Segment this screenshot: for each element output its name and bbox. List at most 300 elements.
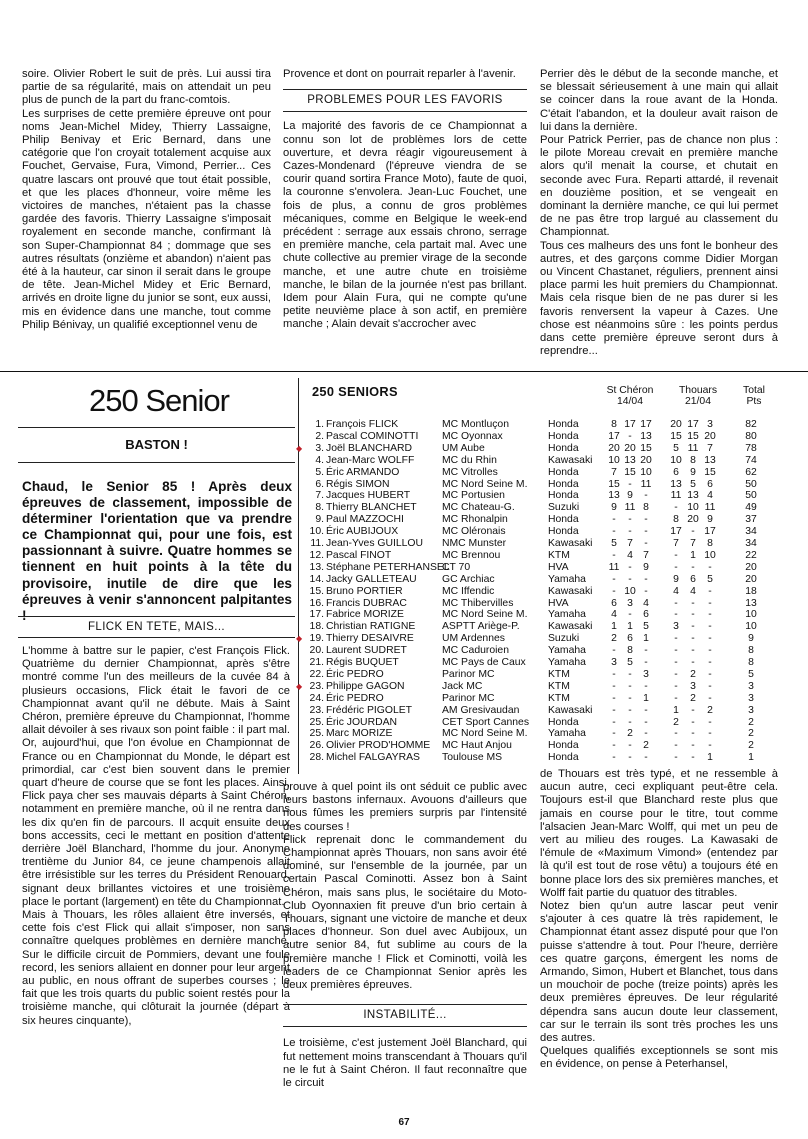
results-cell-r4: 2 [673, 716, 679, 728]
results-row [300, 490, 780, 502]
results-cell-r4: - [674, 752, 678, 764]
results-cell-r5: - [691, 716, 695, 728]
body-left-text: L'homme à battre sur le papier, c'est François Flick. Quatrième du dernier Championnat, après s'être montré comme l'un des meilleurs de la cuvée 84 à plusieurs occasions, Flick était le favori de ce Championnat avant qu'il ne débute. Mais à Saint Chéron, première épreuve du Championnat, l'homme allait dévoiler à ses rivaux son point faible : il part mal. Or, aujourd'hui, que l'on évolue en Championnat de France ou en Championnat du Monde, le départ est primordial, car c'est bien souvent dans le premier quart d'heure de course que se font les places. Ainsi, Flick paya cher ses mauvais départs à Saint Chéron, notamment en première manche, où il ne rentra dans les dix qu'en fin de parcours. Il acquit ensuite deux bons accessits, ceci le mettant en position d'attente derrière Joël Blanchard, l'homme du jour. Anonyme trentième du Junior 84, ce jeune champenois allait être irrésistible sur les terres du Président Renouard, signant deux brillantes victoires et une troisième place le portant (largement) en tête du Championnat. Mais à Thouars, les rôles allaient être inversés, et cette fois c'est Flick qui allait s'imposer, non sans connaître quelques problèmes en dernière manche. Sur le difficile circuit de Pommiers, devant une foule record, les seniors allaient en donner pour leur argent au public, en nous offrant de superbes courses ; le fait que les trois quarts du public soient restés pour la troisième manche, qui clôturait la journée (départ à six heures cinquante), [22, 645, 290, 1027]
results-cell-name: Stéphane PETERHANSEL [326, 561, 450, 573]
results-cell-bike: Honda [548, 716, 579, 728]
results-cell-rank: 1. [315, 419, 324, 430]
results-cell-bike: Yamaha [548, 645, 586, 657]
results-cell-r5: 17 [687, 419, 699, 430]
results-header-event1: St Chéron [606, 385, 654, 396]
results-cell-r1: - [612, 752, 616, 764]
results-cell-r4: - [674, 645, 678, 657]
results-cell-club: MC Iffendic [442, 585, 495, 597]
results-cell-bike: KTM [548, 692, 570, 704]
results-cell-r6: - [708, 633, 712, 645]
results-header-total: Total [743, 385, 765, 396]
results-cell-r1: 13 [608, 490, 620, 502]
results-cell-r2: - [628, 680, 632, 692]
results-cell-name: Régis BUQUET [326, 657, 399, 668]
results-cell-r5: - [691, 740, 695, 752]
results-cell-pts: 8 [748, 645, 754, 657]
results-cell-r4: - [674, 561, 678, 573]
results-cell-r6: 9 [707, 514, 713, 526]
results-row [300, 598, 780, 610]
section-title: 250 Senior [89, 383, 229, 418]
results-cell-r1: 4 [611, 609, 617, 621]
results-cell-r2: - [628, 573, 632, 585]
results-row [300, 574, 780, 586]
results-row [300, 669, 780, 681]
results-cell-r6: - [708, 657, 712, 668]
results-cell-pts: 78 [745, 442, 757, 454]
results-cell-r3: - [644, 657, 648, 668]
results-cell-r2: - [628, 668, 632, 680]
results-cell-r1: - [612, 514, 616, 526]
results-cell-r2: 8 [627, 645, 633, 657]
body-mid-text-2: Le troisième, c'est justement Joël Blanchard, qui fut nettement moins transcendant à Thouars qu'il ne le fut à Saint Chéron. Il faut reconnaître que le circuit [283, 1037, 527, 1090]
results-row [300, 562, 780, 574]
results-cell-r3: 4 [643, 597, 649, 609]
results-cell-r4: 9 [673, 573, 679, 585]
results-row [300, 467, 780, 479]
results-row [300, 705, 780, 717]
results-cell-r4: 15 [670, 430, 682, 442]
results-cell-r2: 3 [627, 597, 633, 609]
results-cell-club: MC Portusien [442, 490, 505, 502]
results-row [300, 728, 780, 740]
top-column-1 [22, 68, 271, 332]
results-cell-pts: 8 [748, 657, 754, 668]
results-cell-r1: 3 [611, 657, 617, 668]
results-cell-r2: 10 [624, 585, 636, 597]
results-cell-r6: 20 [704, 430, 716, 442]
results-cell-r2: 20 [624, 442, 636, 454]
results-cell-bike: Honda [548, 526, 579, 538]
results-cell-rank: 4. [315, 454, 324, 466]
results-cell-r5: 20 [687, 514, 699, 526]
results-cell-r3: 1 [643, 692, 649, 704]
top-column-2 [283, 68, 527, 332]
subhead-flick: FLICK EN TETE, MAIS... [18, 616, 295, 638]
results-cell-pts: 9 [748, 633, 754, 645]
results-cell-r3: 10 [640, 466, 652, 478]
results-cell-r1: 10 [608, 454, 620, 466]
results-cell-rank: 18. [309, 621, 324, 633]
results-cell-r2: - [628, 478, 632, 490]
results-row [296, 680, 780, 693]
results-cell-rank: 5. [315, 466, 324, 478]
heading-instabilite: INSTABILITÉ... [283, 1004, 527, 1027]
results-cell-r5: 8 [690, 454, 696, 466]
results-cell-r5: 7 [690, 538, 696, 549]
results-cell-rank: 25. [309, 716, 324, 728]
results-cell-name: Éric PEDRO [326, 668, 384, 680]
page-number: 67 [398, 1117, 410, 1128]
results-row [300, 693, 780, 705]
results-cell-rank: 20. [309, 645, 324, 657]
results-cell-r2: 11 [624, 502, 636, 514]
results-cell-bike: Yamaha [548, 657, 586, 668]
results-cell-r2: - [628, 752, 632, 764]
results-cell-name: Éric ARMANDO [326, 466, 400, 478]
results-cell-bike: Yamaha [548, 573, 586, 585]
results-cell-r6: - [708, 645, 712, 657]
results-cell-rank: 11. [310, 538, 324, 549]
results-cell-rank: 15. [309, 585, 324, 597]
results-cell-pts: 34 [745, 526, 757, 538]
results-cell-bike: Kawasaki [548, 538, 593, 549]
results-cell-r5: 3 [690, 680, 696, 692]
results-cell-r5: - [691, 609, 695, 621]
results-cell-name: Éric PEDRO [326, 692, 384, 704]
results-cell-name: Pascal FINOT [326, 549, 392, 561]
results-cell-r1: - [612, 645, 616, 657]
results-cell-r1: - [612, 526, 616, 538]
results-cell-bike: Kawasaki [548, 454, 593, 466]
results-cell-r3: 17 [640, 419, 652, 430]
results-cell-name: Bruno PORTIER [326, 585, 403, 597]
results-cell-r2: - [628, 704, 632, 716]
results-cell-rank: 14. [309, 573, 324, 585]
results-cell-bike: HVA [548, 597, 569, 609]
results-cell-pts: 2 [748, 740, 754, 752]
results-cell-r6: - [708, 597, 712, 609]
results-cell-pts: 2 [748, 716, 754, 728]
body-mid-text: prouve à quel point ils ont séduit ce public avec leurs bastons infernaux. Avouons d'ailleurs que nous fûmes les premiers surpris par l'intensité des courses ! Flick reprenait donc le commandement du Championnat après Thouars, non sans avoir été dominé, sur l'ensemble de la journée, par un certain Pascal Cominotti. Assez bon à Saint Chéron, mais sans plus, le sociétaire du Moto-Club Oyonnaxien fit preuve d'un brio certain à Thouars, signant une victoire de manche et deux places d'honneur. Son duel avec Aubijoux, un autre senior 84, fut sublime au cours de la première manche ! Flick et Cominotti, voilà les leaders de ce Championnat Senior après les deux premières épreuves. [283, 781, 527, 992]
results-cell-club: MC Nord Seine M. [442, 728, 528, 740]
results-cell-bike: Suzuki [548, 633, 580, 645]
results-cell-pts: 50 [745, 490, 757, 502]
body-left [22, 645, 290, 1028]
results-row [300, 609, 780, 621]
results-cell-bike: KTM [548, 549, 570, 561]
results-cell-r3: - [644, 573, 648, 585]
results-cell-bike: Honda [548, 466, 579, 478]
results-cell-rank: 9. [315, 514, 324, 526]
section-kicker: BASTON ! [18, 427, 295, 463]
results-cell-name: Francis DUBRAC [326, 597, 407, 609]
results-cell-club: GC Archiac [442, 573, 495, 585]
results-cell-r2: - [628, 740, 632, 752]
results-cell-club: MC Pays de Caux [442, 657, 526, 668]
results-cell-r2: 17 [624, 419, 636, 430]
results-cell-r2: 6 [627, 633, 633, 645]
results-cell-club: MC Nord Seine M. [442, 478, 528, 490]
results-cell-club: MC du Rhin [442, 454, 497, 466]
row-marker-icon: ◆ [296, 681, 303, 691]
results-cell-bike: Honda [548, 419, 579, 430]
results-cell-bike: Yamaha [548, 728, 586, 740]
results-cell-bike: KTM [548, 680, 570, 692]
results-cell-rank: 10. [309, 526, 324, 538]
results-cell-name: Olivier PROD'HOMME [326, 740, 431, 752]
results-row [300, 479, 780, 491]
results-cell-r3: 2 [643, 740, 649, 752]
results-cell-rank: 8. [315, 502, 324, 514]
results-cell-r6: 15 [704, 466, 716, 478]
results-cell-r1: - [612, 573, 616, 585]
results-cell-r2: 13 [624, 454, 636, 466]
results-cell-pts: 80 [745, 430, 757, 442]
results-cell-r4: - [674, 740, 678, 752]
results-cell-name: Éric JOURDAN [326, 716, 398, 728]
results-cell-pts: 62 [745, 466, 757, 478]
results-cell-r4: - [674, 597, 678, 609]
results-cell-rank: 23. [309, 680, 324, 692]
results-cell-r1: - [612, 585, 616, 597]
results-cell-r2: - [628, 716, 632, 728]
results-cell-name: Laurent SUDRET [326, 645, 407, 657]
results-cell-r1: 1 [611, 621, 617, 633]
results-cell-r5: 15 [687, 430, 699, 442]
results-cell-pts: 49 [745, 502, 757, 514]
results-header-date1: 14/04 [616, 396, 643, 407]
results-cell-r6: - [708, 692, 712, 704]
results-cell-r2: 9 [627, 490, 633, 502]
results-cell-r6: 3 [707, 419, 713, 430]
results-row [300, 740, 780, 752]
results-cell-r3: 11 [640, 478, 652, 490]
results-cell-r3: 15 [640, 442, 652, 454]
results-cell-r4: - [674, 692, 678, 704]
results-cell-r1: 11 [608, 561, 620, 573]
results-row [296, 633, 780, 645]
results-cell-r6: 1 [707, 752, 713, 764]
results-cell-r2: - [628, 430, 632, 442]
results-cell-r2: 7 [627, 538, 633, 549]
results-row [300, 431, 780, 443]
results-cell-club: MC Brennou [442, 549, 501, 561]
results-cell-rank: 7. [315, 490, 324, 502]
results-cell-r6: 7 [707, 442, 713, 454]
top-column-3-text: Perrier dès le début de la seconde manche, et se blessait sérieusement à une main qui allait se coincer dans la roue avant de la Honda. C'était l'abandon, et la douleur avait raison de lui dans la dernière. Pour Patrick Perrier, pas de chance non plus : le pilote Moreau crevait en première manche alors qu'il menait la course, et chutait en seconde avec Fura. Reparti attardé, il revenait en douzième position, et se vengeait en dominant la dernière manche, ce qui lui permet de ne pas être trop largué au classement du Championnat. Tous ces malheurs des uns font le bonheur des autres, et des garçons comme Didier Morgan ou Vincent Chastanet, réguliers, prennent ainsi place parmi les huit premiers du Championnat. Mais cela risque bien de ne pas durer si les favoris renversent la vapeur à Cazes. Une chose est néanmoins sûre : les points perdus dans cette première épreuve seront durs à reprendre... [540, 68, 778, 358]
results-cell-pts: 3 [748, 704, 754, 716]
results-cell-pts: 1 [748, 752, 754, 764]
results-row [300, 550, 780, 562]
results-cell-r5: - [691, 561, 695, 573]
results-cell-bike: KTM [548, 668, 570, 680]
results-cell-name: Jean-Marc WOLFF [326, 454, 415, 466]
results-row [300, 514, 780, 526]
top-column-2-intro: Provence et dont on pourrait reparler à l'avenir. [283, 68, 516, 80]
results-cell-r1: - [612, 668, 616, 680]
results-cell-r5: 13 [687, 490, 699, 502]
results-cell-bike: Kawasaki [548, 704, 593, 716]
results-cell-club: AM Gresivaudan [442, 704, 520, 716]
results-cell-r1: 9 [611, 502, 617, 514]
results-cell-r3: - [644, 704, 648, 716]
results-cell-r2: 2 [627, 728, 633, 740]
results-cell-bike: Honda [548, 442, 579, 454]
results-cell-r1: 20 [608, 442, 620, 454]
results-cell-r2: - [628, 609, 632, 621]
results-cell-club: Toulouse MS [442, 752, 503, 764]
results-cell-club: MC Vitrolles [442, 466, 498, 478]
results-cell-club: MC Nord Seine M. [442, 609, 528, 621]
results-cell-club: MC Oyonnax [442, 430, 503, 442]
results-cell-club: UM Ardennes [442, 633, 505, 645]
results-cell-r5: 10 [687, 502, 699, 514]
results-cell-r4: 1 [673, 704, 679, 716]
body-mid [283, 781, 527, 1090]
results-cell-pts: 37 [745, 514, 757, 526]
heading-problemes: PROBLEMES POUR LES FAVORIS [283, 89, 527, 112]
results-cell-r5: - [691, 752, 695, 764]
results-cell-bike: Yamaha [548, 609, 586, 621]
results-cell-name: Éric AUBIJOUX [326, 526, 399, 538]
results-cell-r3: - [644, 645, 648, 657]
results-cell-club: MC Caduroien [442, 645, 509, 657]
results-cell-name: Marc MORIZE [326, 728, 393, 740]
results-row [300, 526, 780, 538]
results-cell-r3: 8 [643, 502, 649, 514]
results-cell-pts: 20 [745, 561, 757, 573]
results-cell-r2: - [628, 561, 632, 573]
results-cell-r4: 5 [673, 442, 679, 454]
results-cell-r6: 13 [704, 454, 716, 466]
results-cell-name: Frédéric PIGOLET [326, 704, 413, 716]
results-cell-rank: 6. [315, 478, 324, 490]
results-cell-r6: 8 [707, 538, 713, 549]
results-cell-r3: 9 [643, 561, 649, 573]
results-cell-pts: 2 [748, 728, 754, 740]
results-cell-rank: 23. [309, 704, 324, 716]
results-cell-r6: 5 [707, 573, 713, 585]
results-cell-r6: 6 [707, 478, 713, 490]
results-cell-r4: - [674, 502, 678, 514]
results-cell-name: Christian RATIGNE [326, 621, 416, 633]
results-cell-r6: 10 [704, 549, 716, 561]
results-cell-r6: - [708, 561, 712, 573]
results-cell-rank: 19. [309, 633, 324, 645]
results-cell-name: Jacky GALLETEAU [326, 573, 417, 585]
results-cell-r5: - [691, 526, 695, 538]
results-cell-r2: - [628, 514, 632, 526]
results-cell-r1: 5 [611, 538, 617, 549]
results-cell-rank: 26. [309, 740, 324, 752]
results-cell-r1: 7 [611, 466, 617, 478]
results-title: 250 SENIORS [312, 384, 398, 399]
results-cell-r4: - [674, 657, 678, 668]
results-cell-r5: 2 [690, 668, 696, 680]
results-cell-rank: 2. [315, 430, 324, 442]
results-row [300, 717, 780, 729]
results-cell-pts: 13 [745, 597, 757, 609]
results-cell-r3: 1 [643, 633, 649, 645]
results-cell-r6: - [708, 609, 712, 621]
results-cell-r6: 2 [707, 704, 713, 716]
results-cell-r5: 2 [690, 692, 696, 704]
results-cell-pts: 3 [748, 692, 754, 704]
results-cell-r5: 6 [690, 573, 696, 585]
results-cell-r3: - [644, 716, 648, 728]
results-cell-rank: 22. [309, 668, 324, 680]
results-cell-club: CT 70 [442, 561, 471, 573]
results-cell-r3: - [644, 728, 648, 740]
results-cell-r3: - [644, 680, 648, 692]
results-cell-r1: 2 [611, 633, 617, 645]
results-cell-club: ASPTT Ariège-P. [442, 621, 520, 633]
results-cell-rank: 24. [309, 692, 324, 704]
results-cell-r1: - [612, 740, 616, 752]
results-cell-club: MC Rhonalpin [442, 514, 508, 526]
top-column-2-body: La majorité des favoris de ce Championnat a connu son lot de problèmes lors de cette ouverture, et devra réagir vigoureusement à Cazes-Mondenard (l'épreuve viendra de se courir quand sortira France Moto), faute de quoi, la couronne s'envolera. Jean-Luc Fouchet, une fois de plus, a connu de gros problèmes mécaniques, comme en Belgique le week-end précédent : serrage aux essais chrono, serrage en première manche, cela partait mal. Avec une chute collective au premier virage de la seconde manche, et une autre chute en troisième manche, le bilan de la journée n'est pas brillant. Idem pour Alain Fura, qui ne compte qu'une petite neuvième place à son actif, en première manche ; Alain devait s'accrocher avec [283, 120, 527, 331]
results-cell-name: Thierry BLANCHET [326, 502, 417, 514]
results-cell-r3: - [644, 526, 648, 538]
results-cell-r1: 17 [608, 430, 620, 442]
results-cell-r6: 4 [707, 490, 713, 502]
results-cell-name: Paul MAZZOCHI [326, 514, 404, 526]
results-cell-rank: 17. [309, 609, 324, 621]
results-cell-pts: 18 [745, 585, 757, 597]
results-cell-r4: 4 [673, 585, 679, 597]
results-cell-club: CET Sport Cannes [442, 716, 530, 728]
results-cell-pts: 3 [748, 680, 754, 692]
results-cell-r5: - [691, 597, 695, 609]
results-cell-r5: - [691, 704, 695, 716]
results-cell-club: Parinor MC [442, 692, 495, 704]
results-cell-name: Jacques HUBERT [326, 490, 411, 502]
results-cell-r4: 3 [673, 621, 679, 633]
results-cell-bike: Honda [548, 490, 579, 502]
results-cell-club: MC Thibervilles [442, 597, 514, 609]
body-right [540, 768, 778, 1072]
results-cell-pts: 5 [748, 668, 754, 680]
results-cell-r6: 17 [704, 526, 716, 538]
results-cell-r5: - [691, 621, 695, 633]
results-cell-r6: - [708, 716, 712, 728]
results-cell-r2: - [628, 526, 632, 538]
results-cell-pts: 74 [745, 454, 757, 466]
results-row [300, 645, 780, 657]
results-cell-bike: Kawasaki [548, 585, 593, 597]
results-cell-pts: 10 [745, 609, 757, 621]
results-cell-r4: - [674, 728, 678, 740]
results-cell-r5: 5 [690, 478, 696, 490]
results-header-pts: Pts [746, 396, 762, 407]
results-cell-club: MC Montluçon [442, 419, 509, 430]
results-cell-pts: 22 [745, 549, 757, 561]
results-cell-r4: 17 [670, 526, 682, 538]
results-cell-r6: - [708, 668, 712, 680]
results-cell-rank: 3. [315, 442, 324, 454]
results-row [300, 455, 780, 467]
results-cell-r6: - [708, 585, 712, 597]
results-cell-r4: 6 [673, 466, 679, 478]
results-cell-bike: Honda [548, 740, 579, 752]
results-cell-bike: Honda [548, 478, 579, 490]
results-row [296, 442, 780, 455]
results-cell-bike: Honda [548, 514, 579, 526]
results-cell-r1: - [612, 549, 616, 561]
results-cell-rank: 12. [309, 549, 324, 561]
results-cell-r5: - [691, 633, 695, 645]
results-cell-club: NMC Munster [442, 538, 507, 549]
results-cell-r1: 8 [611, 419, 617, 430]
results-cell-name: Thierry DESAIVRE [326, 633, 414, 645]
section-chapo: Chaud, le Senior 85 ! Après deux épreuves de classement, impossible de déterminer l'orientation que va prendre ce Championnat qui, pour une fois, est passionnant à suivre. Quatre hommes se tiennent en huit points à la tête du provisoire, inutile de dire que les épreuves à venir s'annoncent palpitantes ! [22, 479, 292, 623]
results-cell-name: Pascal COMINOTTI [326, 430, 419, 442]
results-cell-r3: 13 [640, 430, 652, 442]
results-cell-r2: - [628, 692, 632, 704]
results-header-event2: Thouars [678, 385, 718, 396]
results-cell-r6: - [708, 680, 712, 692]
results-cell-pts: 20 [745, 573, 757, 585]
results-cell-r4: 11 [670, 490, 682, 502]
results-cell-pts: 10 [745, 621, 757, 633]
results-cell-r1: 6 [611, 597, 617, 609]
results-cell-pts: 50 [745, 478, 757, 490]
